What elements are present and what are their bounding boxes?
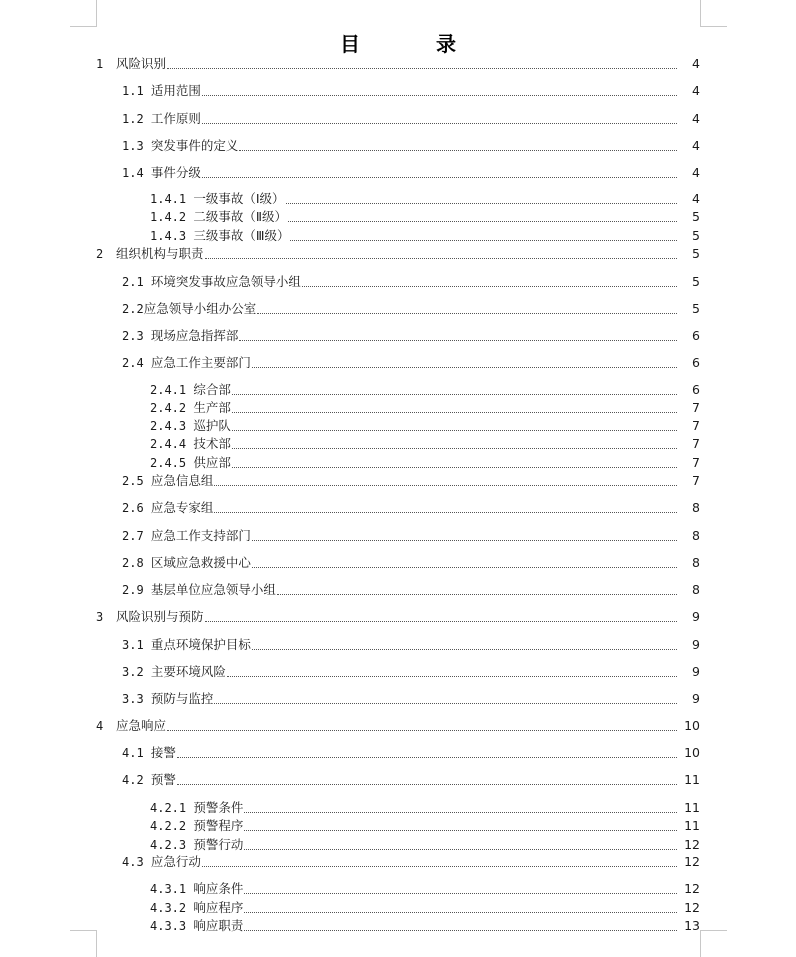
toc-entry[interactable] bbox=[0, 109, 796, 127]
toc-dot-leader bbox=[214, 703, 677, 704]
toc-dot-leader bbox=[252, 367, 677, 368]
toc-entry-label: 供应部 bbox=[193, 455, 231, 470]
toc-entry-number: 3.2 bbox=[122, 665, 151, 679]
toc-entry-number: 4.3.1 bbox=[150, 882, 194, 896]
toc-entry-page-number: 8 bbox=[692, 528, 700, 543]
toc-entry[interactable] bbox=[0, 662, 796, 680]
toc-entry-page-number: 11 bbox=[684, 800, 700, 815]
toc-dot-leader bbox=[244, 912, 677, 913]
toc-dot-leader bbox=[232, 467, 677, 468]
toc-entry-number: 2.4.5 bbox=[150, 456, 194, 470]
toc-entry[interactable] bbox=[0, 898, 796, 916]
toc-entry[interactable] bbox=[0, 607, 796, 625]
toc-entry[interactable] bbox=[0, 326, 796, 344]
toc-entry-number: 2.2 bbox=[122, 302, 144, 316]
toc-entry-number: 1.3 bbox=[122, 139, 151, 153]
toc-entry-number: 2.1 bbox=[122, 275, 151, 289]
toc-dot-leader bbox=[167, 68, 677, 69]
toc-entry-label: 应急信息组 bbox=[150, 473, 214, 488]
toc-title: 目 录 bbox=[340, 32, 484, 56]
toc-entry-page-number: 8 bbox=[692, 555, 700, 570]
toc-entry-number: 1.4.1 bbox=[150, 192, 194, 206]
toc-dot-leader bbox=[288, 221, 677, 222]
toc-entry-page-number: 9 bbox=[692, 637, 700, 652]
toc-entry-number: 4.2 bbox=[122, 773, 151, 787]
toc-dot-leader bbox=[244, 930, 677, 931]
toc-entry-label: 组织机构与职责 bbox=[116, 246, 204, 261]
toc-entry[interactable] bbox=[0, 136, 796, 154]
toc-entry[interactable] bbox=[0, 852, 796, 870]
toc-dot-leader bbox=[167, 730, 677, 731]
toc-entry-label: 应急行动 bbox=[150, 854, 201, 869]
toc-entry[interactable] bbox=[0, 244, 796, 262]
toc-entry-number: 4 bbox=[96, 719, 111, 733]
toc-dot-leader bbox=[205, 621, 677, 622]
toc-entry-label: 生产部 bbox=[193, 400, 231, 415]
toc-entry[interactable] bbox=[0, 526, 796, 544]
toc-entry-label: 适用范围 bbox=[150, 83, 201, 98]
toc-dot-leader bbox=[239, 150, 677, 151]
toc-entry[interactable] bbox=[0, 272, 796, 290]
toc-entry-page-number: 7 bbox=[692, 400, 700, 415]
toc-entry-number: 2 bbox=[96, 247, 111, 261]
toc-dot-leader bbox=[244, 849, 677, 850]
toc-entry-label: 应急工作支持部门 bbox=[150, 528, 251, 543]
toc-entry-number: 2.4.2 bbox=[150, 401, 194, 415]
toc-entry-label: 响应条件 bbox=[193, 881, 244, 896]
toc-entry[interactable] bbox=[0, 916, 796, 934]
toc-entry-page-number: 10 bbox=[684, 745, 700, 760]
toc-entry-label: 预警 bbox=[150, 772, 176, 787]
toc-entry-number: 2.4.1 bbox=[150, 383, 194, 397]
toc-entry-number: 2.4 bbox=[122, 356, 151, 370]
toc-entry-number: 1.1 bbox=[122, 84, 151, 98]
toc-entry[interactable] bbox=[0, 770, 796, 788]
toc-entry-label: 环境突发事故应急领导小组 bbox=[150, 274, 301, 289]
toc-entry-number: 2.7 bbox=[122, 529, 151, 543]
toc-entry-label: 综合部 bbox=[193, 382, 231, 397]
toc-entry-label: 区域应急救援中心 bbox=[150, 555, 251, 570]
toc-entry-number: 4.3.2 bbox=[150, 901, 194, 915]
toc-entry-page-number: 12 bbox=[684, 837, 700, 852]
toc-entry-number: 4.2.1 bbox=[150, 801, 194, 815]
toc-entry[interactable] bbox=[0, 207, 796, 225]
toc-dot-leader bbox=[232, 448, 677, 449]
toc-entry-page-number: 5 bbox=[692, 301, 700, 316]
toc-entry-page-number: 5 bbox=[692, 246, 700, 261]
toc-entry-page-number: 12 bbox=[684, 900, 700, 915]
toc-dot-leader bbox=[202, 95, 677, 96]
toc-entry[interactable] bbox=[0, 553, 796, 571]
toc-entry-number: 2.3 bbox=[122, 329, 151, 343]
toc-entry-page-number: 7 bbox=[692, 455, 700, 470]
toc-entry-label: 预警程序 bbox=[193, 818, 244, 833]
toc-entry[interactable] bbox=[0, 498, 796, 516]
toc-dot-leader bbox=[202, 123, 677, 124]
toc-entry-label: 响应程序 bbox=[193, 900, 244, 915]
toc-entry[interactable] bbox=[0, 816, 796, 834]
toc-entry-label: 应急响应 bbox=[116, 718, 167, 733]
toc-entry-label: 响应职责 bbox=[193, 918, 244, 933]
toc-entry[interactable] bbox=[0, 81, 796, 99]
toc-dot-leader bbox=[202, 177, 677, 178]
toc-entry-number: 2.4.3 bbox=[150, 419, 194, 433]
toc-entry[interactable] bbox=[0, 163, 796, 181]
toc-dot-leader bbox=[302, 286, 677, 287]
toc-entry-page-number: 5 bbox=[692, 228, 700, 243]
toc-entry-label: 预警行动 bbox=[193, 837, 244, 852]
toc-entry-label: 三级事故（Ⅲ级） bbox=[193, 228, 290, 243]
toc-entry-label: 技术部 bbox=[193, 436, 231, 451]
toc-entry[interactable] bbox=[0, 835, 796, 853]
toc-entry[interactable] bbox=[0, 54, 796, 72]
toc-entry[interactable] bbox=[0, 353, 796, 371]
toc-entry-label: 应急专家组 bbox=[150, 500, 214, 515]
toc-dot-leader bbox=[244, 830, 677, 831]
toc-entry[interactable] bbox=[0, 798, 796, 816]
toc-entry-number: 1 bbox=[96, 57, 111, 71]
toc-entry-page-number: 5 bbox=[692, 209, 700, 224]
toc-entry-page-number: 9 bbox=[692, 664, 700, 679]
toc-entry-number: 1.4.2 bbox=[150, 210, 194, 224]
toc-entry-label: 预防与监控 bbox=[150, 691, 214, 706]
toc-entry[interactable] bbox=[0, 743, 796, 761]
toc-entry-label: 工作原则 bbox=[150, 111, 201, 126]
page-corner-mark-bottom-right bbox=[700, 930, 727, 957]
toc-dot-leader bbox=[257, 313, 677, 314]
toc-entry-page-number: 13 bbox=[684, 918, 700, 933]
toc-entry-page-number: 4 bbox=[692, 165, 700, 180]
toc-entry-label: 接警 bbox=[150, 745, 176, 760]
toc-entry-page-number: 9 bbox=[692, 691, 700, 706]
toc-dot-leader bbox=[232, 430, 677, 431]
toc-dot-leader bbox=[286, 203, 677, 204]
toc-dot-leader bbox=[244, 893, 677, 894]
toc-dot-leader bbox=[214, 512, 677, 513]
toc-entry-label: 一级事故（Ⅰ级） bbox=[193, 191, 285, 206]
toc-entry-page-number: 12 bbox=[684, 854, 700, 869]
toc-entry-label: 应急领导小组办公室 bbox=[143, 301, 257, 316]
toc-entry-number: 2.6 bbox=[122, 501, 151, 515]
toc-entry-page-number: 7 bbox=[692, 418, 700, 433]
toc-entry[interactable] bbox=[0, 226, 796, 244]
toc-dot-leader bbox=[227, 676, 677, 677]
toc-entry-number: 4.2.2 bbox=[150, 819, 194, 833]
toc-entry-page-number: 4 bbox=[692, 56, 700, 71]
toc-entry-label: 二级事故（Ⅱ级） bbox=[193, 209, 288, 224]
toc-entry[interactable] bbox=[0, 635, 796, 653]
toc-dot-leader bbox=[244, 812, 677, 813]
page-corner-mark-bottom-left bbox=[70, 930, 97, 957]
toc-entry-page-number: 5 bbox=[692, 274, 700, 289]
toc-entry-label: 风险识别 bbox=[116, 56, 167, 71]
toc-entry-number: 4.2.3 bbox=[150, 838, 194, 852]
toc-entry-number: 3.1 bbox=[122, 638, 151, 652]
toc-entry-label: 事件分级 bbox=[150, 165, 201, 180]
toc-entry[interactable] bbox=[0, 453, 796, 471]
toc-entry-number: 4.1 bbox=[122, 746, 151, 760]
toc-entry-page-number: 4 bbox=[692, 138, 700, 153]
toc-dot-leader bbox=[290, 240, 677, 241]
toc-entry-page-number: 8 bbox=[692, 500, 700, 515]
toc-entry-label: 主要环境风险 bbox=[150, 664, 226, 679]
toc-entry-label: 突发事件的定义 bbox=[150, 138, 239, 153]
toc-entry-number: 4.3.3 bbox=[150, 919, 194, 933]
toc-entry-label: 重点环境保护目标 bbox=[150, 637, 251, 652]
toc-entry[interactable] bbox=[0, 471, 796, 489]
toc-entry-number: 2.9 bbox=[122, 583, 151, 597]
toc-entry-label: 基层单位应急领导小组 bbox=[150, 582, 276, 597]
toc-entry-page-number: 6 bbox=[692, 382, 700, 397]
toc-dot-leader bbox=[252, 567, 677, 568]
toc-dot-leader bbox=[252, 649, 677, 650]
toc-entry-page-number: 9 bbox=[692, 609, 700, 624]
toc-entry-page-number: 12 bbox=[684, 881, 700, 896]
toc-entry[interactable] bbox=[0, 689, 796, 707]
toc-entry-label: 现场应急指挥部 bbox=[150, 328, 239, 343]
toc-dot-leader bbox=[252, 540, 677, 541]
page-corner-mark-top-right bbox=[700, 0, 727, 27]
toc-entry-page-number: 11 bbox=[684, 818, 700, 833]
toc-entry[interactable] bbox=[0, 299, 796, 317]
toc-entry-page-number: 4 bbox=[692, 83, 700, 98]
toc-entry[interactable] bbox=[0, 879, 796, 897]
toc-entry-number: 4.3 bbox=[122, 855, 151, 869]
toc-entry[interactable] bbox=[0, 380, 796, 398]
toc-entry[interactable] bbox=[0, 398, 796, 416]
toc-entry-number: 1.4 bbox=[122, 166, 151, 180]
toc-entry[interactable] bbox=[0, 416, 796, 434]
toc-entry-label: 预警条件 bbox=[193, 800, 244, 815]
toc-dot-leader bbox=[205, 258, 677, 259]
toc-entry[interactable] bbox=[0, 580, 796, 598]
toc-dot-leader bbox=[214, 485, 677, 486]
toc-entry-number: 2.8 bbox=[122, 556, 151, 570]
toc-entry-page-number: 6 bbox=[692, 355, 700, 370]
toc-entry-page-number: 10 bbox=[684, 718, 700, 733]
page-corner-mark-top-left bbox=[70, 0, 97, 27]
toc-entry-number: 1.2 bbox=[122, 112, 151, 126]
toc-entry-page-number: 7 bbox=[692, 473, 700, 488]
toc-entry-page-number: 8 bbox=[692, 582, 700, 597]
toc-entry[interactable] bbox=[0, 189, 796, 207]
toc-entry-label: 巡护队 bbox=[193, 418, 231, 433]
toc-entry-page-number: 6 bbox=[692, 328, 700, 343]
toc-entry[interactable] bbox=[0, 434, 796, 452]
toc-entry-label: 风险识别与预防 bbox=[116, 609, 204, 624]
toc-entry-page-number: 4 bbox=[692, 111, 700, 126]
toc-entry-number: 3 bbox=[96, 610, 111, 624]
toc-entry-number: 2.5 bbox=[122, 474, 151, 488]
toc-entry-page-number: 7 bbox=[692, 436, 700, 451]
toc-entry-number: 3.3 bbox=[122, 692, 151, 706]
toc-entry-page-number: 4 bbox=[692, 191, 700, 206]
toc-entry-number: 1.4.3 bbox=[150, 229, 194, 243]
toc-entry-label: 应急工作主要部门 bbox=[150, 355, 251, 370]
toc-entry-number: 2.4.4 bbox=[150, 437, 194, 451]
toc-entry-page-number: 11 bbox=[684, 772, 700, 787]
toc-dot-leader bbox=[232, 412, 677, 413]
toc-dot-leader bbox=[239, 340, 677, 341]
toc-dot-leader bbox=[232, 394, 677, 395]
toc-dot-leader bbox=[177, 784, 677, 785]
toc-dot-leader bbox=[277, 594, 677, 595]
toc-dot-leader bbox=[177, 757, 677, 758]
toc-entry[interactable] bbox=[0, 716, 796, 734]
toc-dot-leader bbox=[202, 866, 677, 867]
